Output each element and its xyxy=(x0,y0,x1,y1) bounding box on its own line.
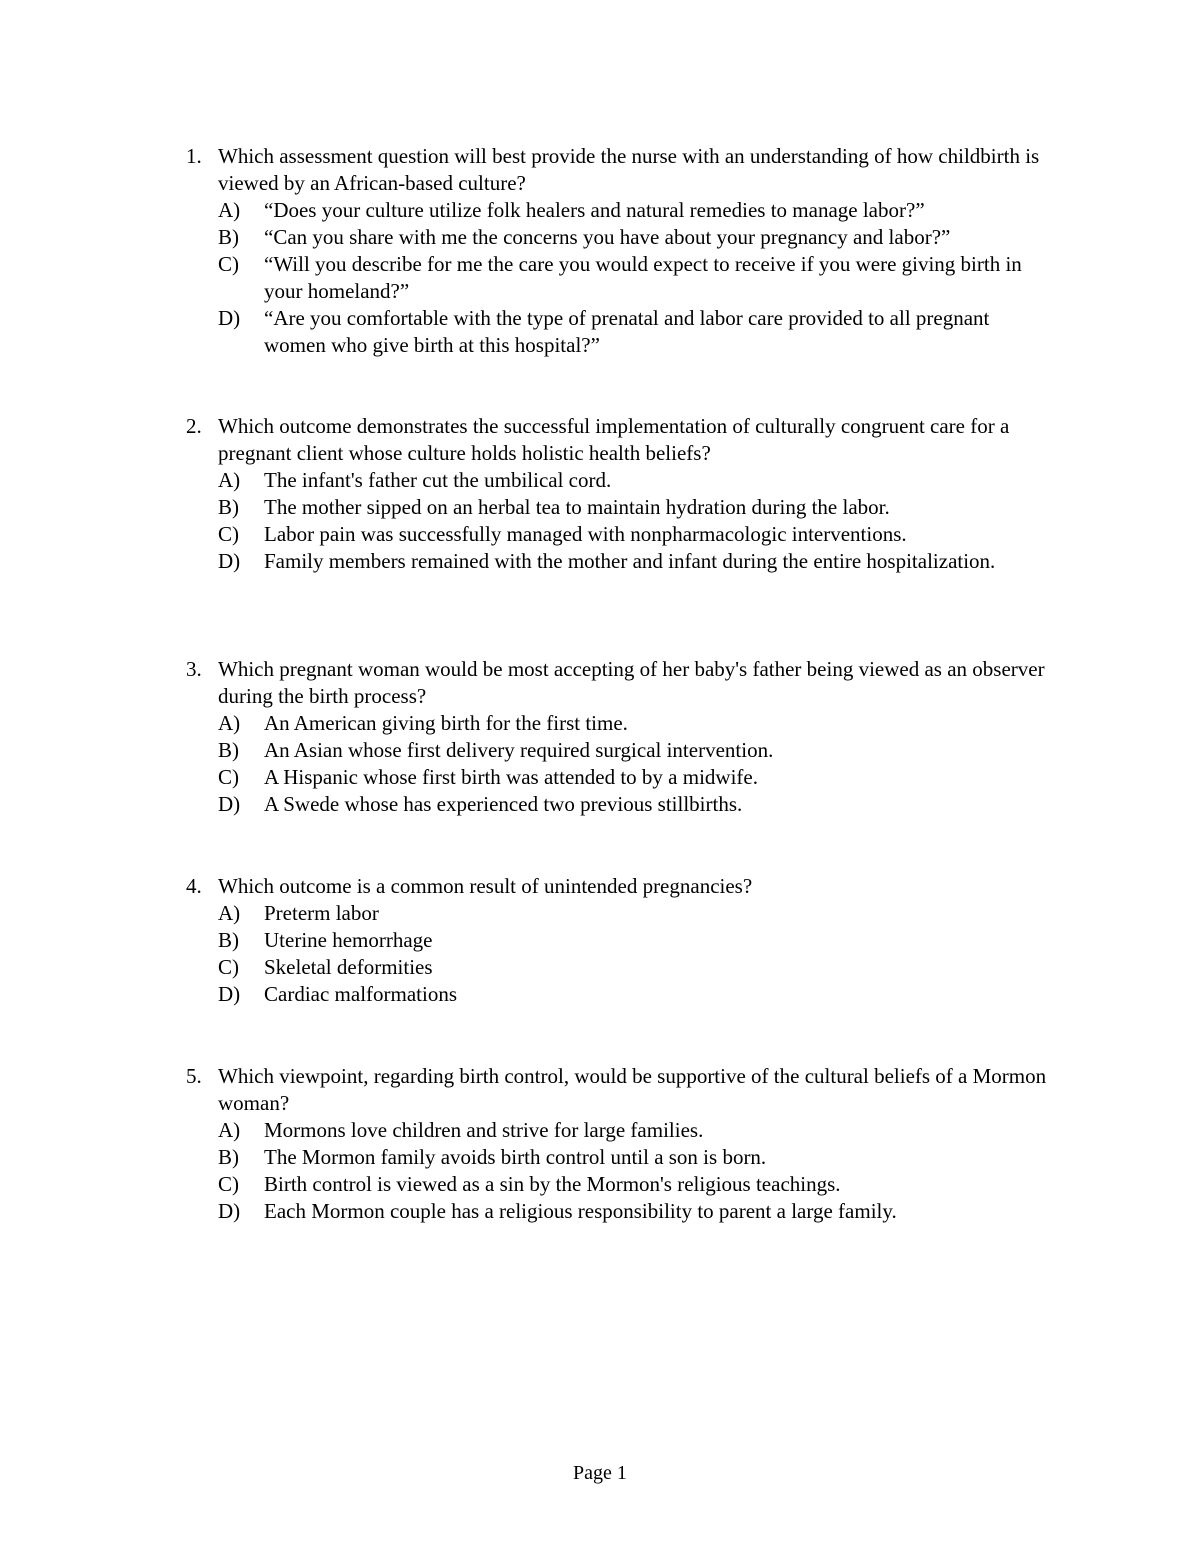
option-text: Mormons love children and strive for large families. xyxy=(264,1118,704,1142)
answer-option-a xyxy=(218,1117,1056,1144)
answer-option-d xyxy=(218,981,1056,1008)
question-stem xyxy=(186,413,1056,467)
answer-option-b xyxy=(218,494,1056,521)
option-letter: C) xyxy=(218,955,239,979)
question-2 xyxy=(186,413,1056,575)
option-text: “Are you comfortable with the type of prenatal and labor care provided to all pregnant women who give birth at this hospital?” xyxy=(264,306,990,357)
question-text: Which assessment question will best provide the nurse with an understanding of how childbirth is viewed by an African-based culture? xyxy=(218,144,1040,195)
option-text: “Can you share with me the concerns you have about your pregnancy and labor?” xyxy=(264,225,951,249)
question-text: Which viewpoint, regarding birth control, would be supportive of the cultural beliefs of a Mormon woman? xyxy=(218,1064,1047,1115)
question-number: 1. xyxy=(186,144,202,168)
option-letter: A) xyxy=(218,468,241,492)
answer-option-d xyxy=(218,305,1056,359)
option-letter: C) xyxy=(218,252,239,276)
option-text: An Asian whose first delivery required surgical intervention. xyxy=(264,738,774,762)
option-text: Family members remained with the mother and infant during the entire hospitalization. xyxy=(264,549,996,573)
question-stem xyxy=(186,1063,1056,1117)
option-letter: A) xyxy=(218,711,241,735)
option-letter: D) xyxy=(218,982,241,1006)
answer-option-d xyxy=(218,791,1056,818)
question-4 xyxy=(186,873,1056,1008)
answer-option-c xyxy=(218,251,1056,305)
question-text: Which outcome is a common result of unintended pregnancies? xyxy=(218,874,753,898)
question-text: Which outcome demonstrates the successful implementation of culturally congruent care for a pregnant client whose culture holds holistic health beliefs? xyxy=(218,414,1010,465)
option-letter: C) xyxy=(218,1172,239,1196)
question-1 xyxy=(186,143,1056,359)
option-text: An American giving birth for the first time. xyxy=(264,711,628,735)
question-number: 4. xyxy=(186,874,202,898)
option-letter: C) xyxy=(218,765,239,789)
answer-option-c xyxy=(218,521,1056,548)
answer-option-b xyxy=(218,927,1056,954)
option-letter: D) xyxy=(218,1199,241,1223)
option-text: Birth control is viewed as a sin by the Mormon's religious teachings. xyxy=(264,1172,841,1196)
answer-option-d xyxy=(218,548,1056,575)
option-text: Preterm labor xyxy=(264,901,379,925)
option-text: A Hispanic whose first birth was attended to by a midwife. xyxy=(264,765,758,789)
question-text: Which pregnant woman would be most accepting of her baby's father being viewed as an observer during the birth process? xyxy=(218,657,1045,708)
page-footer xyxy=(0,1460,1200,1487)
option-text: Each Mormon couple has a religious responsibility to parent a large family. xyxy=(264,1199,897,1223)
option-text: Uterine hemorrhage xyxy=(264,928,433,952)
answer-option-c xyxy=(218,764,1056,791)
option-letter: D) xyxy=(218,792,241,816)
question-stem xyxy=(186,656,1056,710)
question-stem xyxy=(186,873,1056,900)
question-number: 2. xyxy=(186,414,202,438)
answer-option-a xyxy=(218,197,1056,224)
option-letter: B) xyxy=(218,928,239,952)
option-text: The mother sipped on an herbal tea to maintain hydration during the labor. xyxy=(264,495,890,519)
question-5 xyxy=(186,1063,1056,1225)
option-letter: B) xyxy=(218,495,239,519)
option-text: Cardiac malformations xyxy=(264,982,458,1006)
answer-option-d xyxy=(218,1198,1056,1225)
answer-option-b xyxy=(218,224,1056,251)
option-letter: B) xyxy=(218,738,239,762)
option-letter: B) xyxy=(218,225,239,249)
answer-option-a xyxy=(218,900,1056,927)
page-number: Page 1 xyxy=(573,1462,627,1484)
answer-option-b xyxy=(218,1144,1056,1171)
answer-option-a xyxy=(218,710,1056,737)
option-letter: B) xyxy=(218,1145,239,1169)
option-text: A Swede whose has experienced two previous stillbirths. xyxy=(264,792,743,816)
option-text: Skeletal deformities xyxy=(264,955,433,979)
option-text: Labor pain was successfully managed with nonpharmacologic interventions. xyxy=(264,522,907,546)
option-text: The Mormon family avoids birth control until a son is born. xyxy=(264,1145,767,1169)
option-letter: D) xyxy=(218,306,241,330)
option-letter: A) xyxy=(218,901,241,925)
option-text: The infant's father cut the umbilical cord. xyxy=(264,468,612,492)
question-stem xyxy=(186,143,1056,197)
answer-option-b xyxy=(218,737,1056,764)
question-number: 3. xyxy=(186,657,202,681)
answer-option-a xyxy=(218,467,1056,494)
option-letter: A) xyxy=(218,1118,241,1142)
question-number: 5. xyxy=(186,1064,202,1088)
option-text: “Will you describe for me the care you would expect to receive if you were giving birth in your homeland?” xyxy=(264,252,1022,303)
answer-option-c xyxy=(218,1171,1056,1198)
option-text: “Does your culture utilize folk healers and natural remedies to manage labor?” xyxy=(264,198,925,222)
question-3 xyxy=(186,656,1056,818)
option-letter: D) xyxy=(218,549,241,573)
option-letter: C) xyxy=(218,522,239,546)
option-letter: A) xyxy=(218,198,241,222)
answer-option-c xyxy=(218,954,1056,981)
